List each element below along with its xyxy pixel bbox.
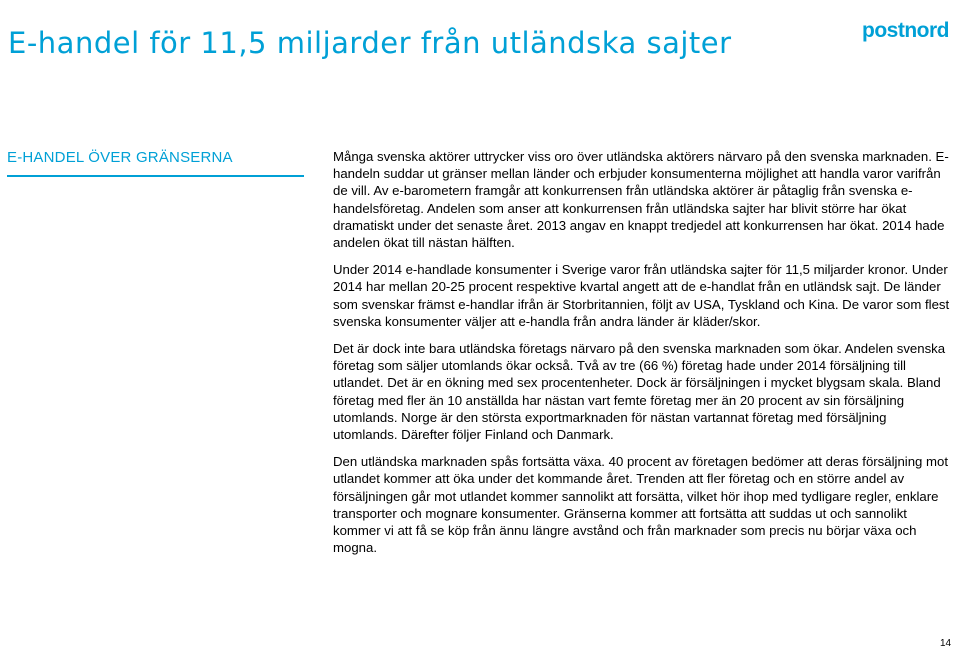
paragraph-1: Många svenska aktörer uttrycker viss oro över utländska aktörers närvaro på den svenska marknaden. E-handeln suddar ut gränser mellan länder och erbjuder konsumenterna möjlighet att handla varor varifrån de vill. Av e-barometern framgår att konkurrensen från utländska aktörer är påtaglig från svenska e-handelsföretag. Andelen som anser att konkurrensen från utländska sajter har blivit större har ökat dramatiskt under det senaste året. 2013 angav en knappt tredjedel att konkurrensen har ökat. 2014 hade andelen ökat till nästan hälften. [333,149,949,251]
paragraph-2: Under 2014 e-handlade konsumenter i Sverige varor från utländska sajter för 11,5 miljarder kronor. Under 2014 har mellan 20-25 procent respektive kvartal angett att de e-handlat från en utländsk sajt. De länder som svenskar främst e-handlar ifrån är Storbritannien, följt av USA, Tyskland och Kina. De varor som flest svenska konsumenter väljer att e-handla från andra länder är kläder/skor. [333,262,950,329]
postnord-logo [862,18,956,42]
paragraph-3: Det är dock inte bara utländska företags närvaro på den svenska marknaden som ökar. Andelen svenska företag som säljer utomlands ökar också. Två av tre (66 %) företag hade under 2014 försäljning till utlandet. Det är en ökning med sex procentenheter. Dock är försäljningen i mycket blygsam skala. Bland företag med fler än 10 anställda har nästan vart femte företag mer än 20 procent av sin försäljning utomlands. Norge är den största exportmarknaden för nästan vartannat företag med försäljning utomlands. Därefter följer Finland och Danmark. [333,341,946,443]
svg-text:postnord: postnord [862,19,949,42]
paragraph-4: Den utländska marknaden spås fortsätta växa. 40 procent av företagen bedömer att deras försäljning mot utlandet kommer att öka under det kommande året. Trenden att fler företag och en större andel av försäljningen går mot utlandet kommer sannolikt att forsätta, vilket hör ihop med tydligare regler, enklare transporter och mognare konsumenter. Gränserna kommer att fortsätta att suddas ut och sannolikt kommer vi att få se köp från ännu längre avstånd och från marknader som precis nu börjar växa och mogna. [333,454,949,556]
page-number: 14 [940,638,952,649]
section-label: E-HANDEL ÖVER GRÄNSERNA [7,149,233,166]
section-divider [7,175,304,177]
body-text [333,148,951,566]
page-title: E-handel för 11,5 miljarder från utländska sajter [8,26,732,60]
